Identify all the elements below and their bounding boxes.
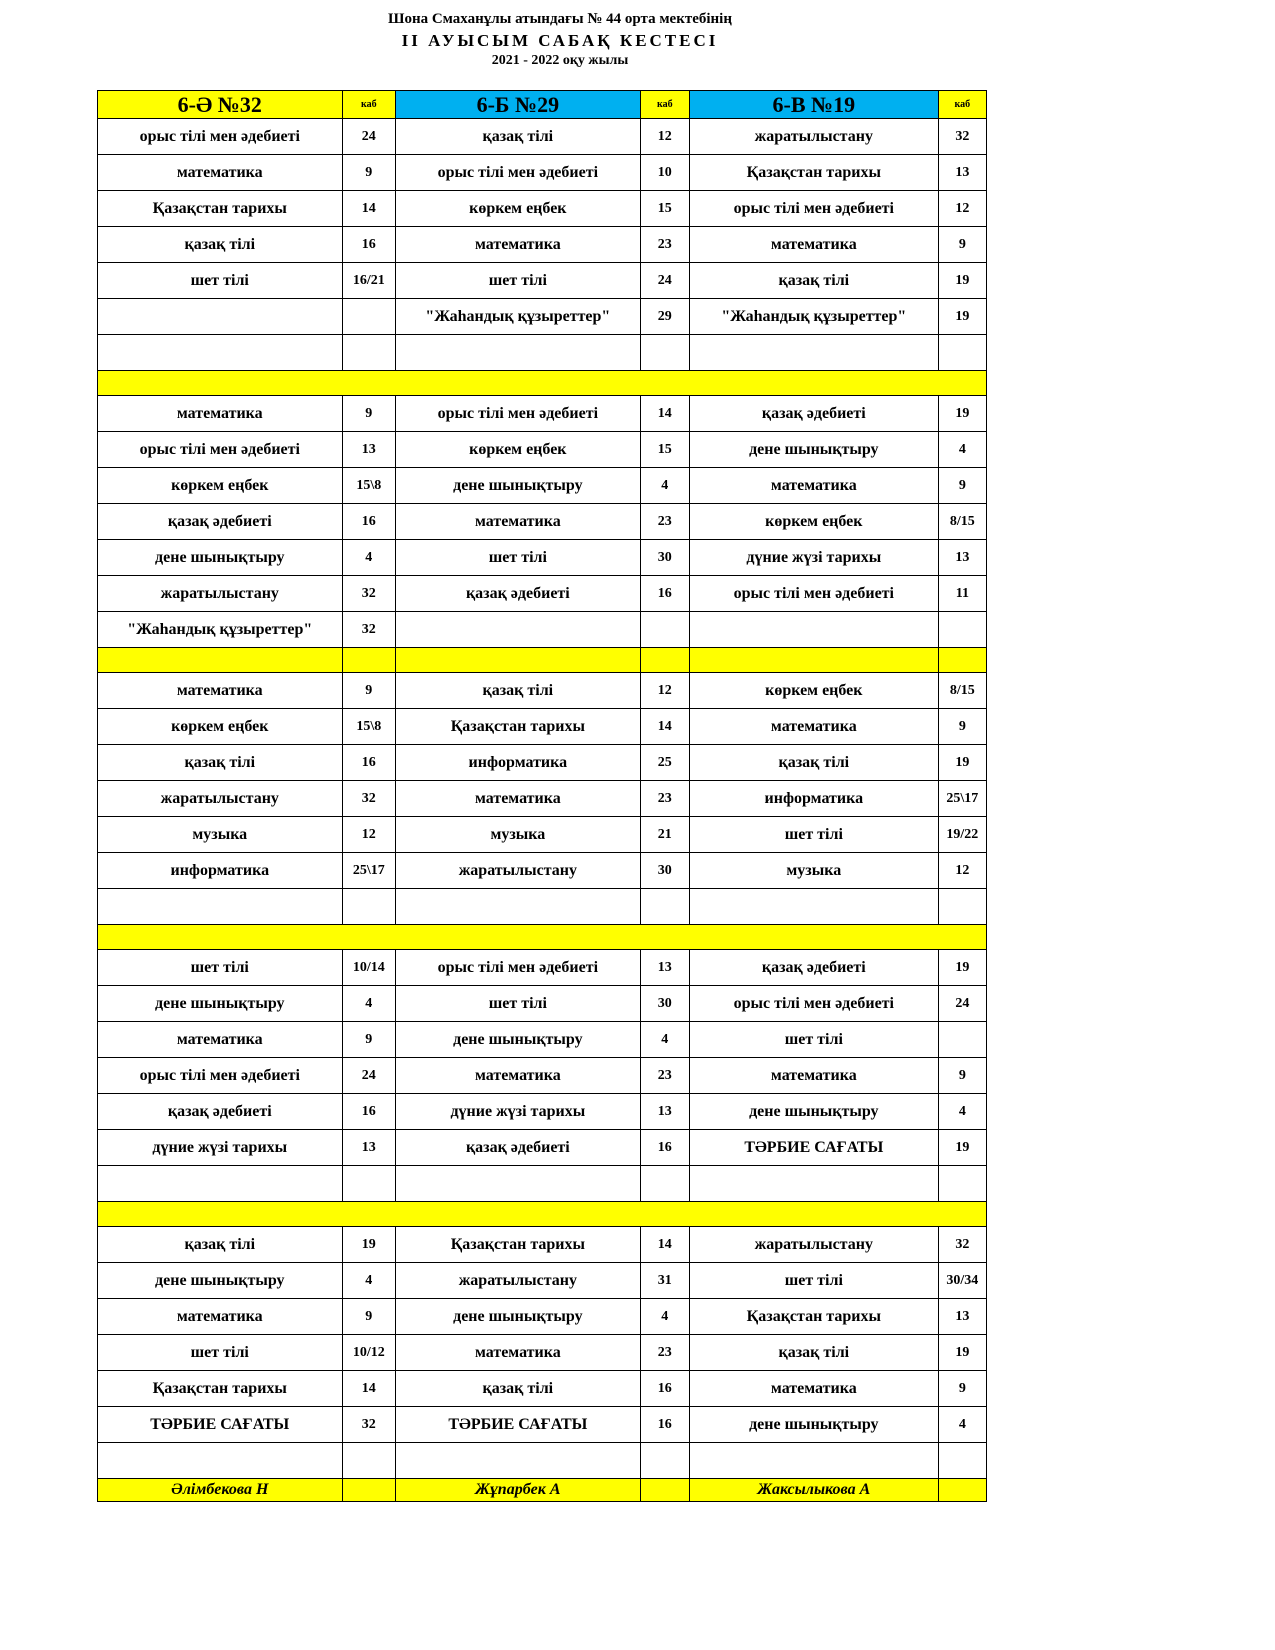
subject-cell: [689, 612, 938, 648]
room-cell: 32: [938, 119, 986, 155]
subject-cell: орыс тілі мен әдебиеті: [689, 191, 938, 227]
room-cell: 24: [938, 986, 986, 1022]
day-separator: [98, 925, 987, 950]
room-cell: 4: [342, 986, 396, 1022]
lesson-row: [98, 1407, 987, 1443]
separator-cell: [342, 648, 396, 673]
subject-cell: қазақ тілі: [396, 119, 641, 155]
room-cell: 19: [938, 299, 986, 335]
subject-cell: шет тілі: [396, 540, 641, 576]
room-cell: 14: [342, 191, 396, 227]
subject-cell: жаратылыстану: [396, 1263, 641, 1299]
school-name: Шона Смаханұлы атындағы № 44 орта мектебінің: [387, 11, 732, 27]
room-cell: 23: [640, 781, 689, 817]
subject-cell: шет тілі: [689, 817, 938, 853]
subject-cell: дене шынықтыру: [98, 540, 343, 576]
subject-cell: дүние жүзі тарихы: [98, 1130, 343, 1166]
subject-cell: қазақ тілі: [689, 263, 938, 299]
separator-cell: [98, 648, 343, 673]
lesson-row: [98, 1335, 987, 1371]
subject-cell: [396, 889, 641, 925]
room-cell: 12: [640, 673, 689, 709]
subject-cell: ТӘРБИЕ САҒАТЫ: [98, 1407, 343, 1443]
subject-cell: [98, 889, 343, 925]
subject-cell: математика: [98, 1299, 343, 1335]
room-cell: 31: [640, 1263, 689, 1299]
subject-cell: дене шынықтыру: [396, 1022, 641, 1058]
subject-cell: математика: [689, 1371, 938, 1407]
subject-cell: математика: [689, 709, 938, 745]
room-cell: 19/22: [938, 817, 986, 853]
room-cell: 13: [342, 1130, 396, 1166]
room-cell: 30: [640, 540, 689, 576]
room-cell: [342, 299, 396, 335]
room-cell: [640, 335, 689, 371]
room-cell: 8/15: [938, 504, 986, 540]
lesson-row: [98, 468, 987, 504]
room-cell: 4: [938, 432, 986, 468]
subject-cell: информатика: [98, 853, 343, 889]
subject-cell: жаратылыстану: [689, 1227, 938, 1263]
class-name: 6-В №19: [689, 91, 938, 119]
room-cell: 16: [342, 1094, 396, 1130]
subject-cell: математика: [98, 673, 343, 709]
subject-cell: [98, 1166, 343, 1202]
teacher-name: Жұпарбек А: [396, 1479, 641, 1502]
lesson-row: [98, 889, 987, 925]
subject-cell: көркем еңбек: [396, 191, 641, 227]
subject-cell: орыс тілі мен әдебиеті: [396, 396, 641, 432]
lesson-row: [98, 950, 987, 986]
teacher-room-cell: [938, 1479, 986, 1502]
room-cell: [938, 335, 986, 371]
room-cell: 4: [342, 540, 396, 576]
room-cell: 30: [640, 853, 689, 889]
lesson-row: [98, 709, 987, 745]
lesson-row: [98, 781, 987, 817]
lesson-row: [98, 299, 987, 335]
class-header-row: [98, 91, 987, 119]
room-cell: 13: [640, 1094, 689, 1130]
lesson-row: [98, 1166, 987, 1202]
teacher-room-cell: [640, 1479, 689, 1502]
subject-cell: шет тілі: [396, 263, 641, 299]
subject-cell: орыс тілі мен әдебиеті: [98, 432, 343, 468]
room-cell: 10/12: [342, 1335, 396, 1371]
subject-cell: музыка: [98, 817, 343, 853]
teacher-row: [98, 1479, 987, 1502]
subject-cell: [396, 612, 641, 648]
lesson-row: [98, 1371, 987, 1407]
room-cell: 32: [342, 612, 396, 648]
room-cell: 21: [640, 817, 689, 853]
room-cell: 24: [342, 119, 396, 155]
subject-cell: шет тілі: [689, 1263, 938, 1299]
subject-cell: Қазақстан тарихы: [98, 191, 343, 227]
subject-cell: Қазақстан тарихы: [98, 1371, 343, 1407]
subject-cell: қазақ тілі: [689, 1335, 938, 1371]
lesson-row: [98, 1094, 987, 1130]
subject-cell: орыс тілі мен әдебиеті: [396, 950, 641, 986]
day-separator: [98, 648, 987, 673]
subject-cell: орыс тілі мен әдебиеті: [689, 576, 938, 612]
subject-cell: көркем еңбек: [689, 504, 938, 540]
room-cell: [938, 1166, 986, 1202]
subject-cell: жаратылыстану: [396, 853, 641, 889]
lesson-row: [98, 432, 987, 468]
room-cell: 4: [640, 1299, 689, 1335]
room-cell: 12: [342, 817, 396, 853]
subject-cell: қазақ әдебиеті: [98, 504, 343, 540]
class-name: 6-Б №29: [396, 91, 641, 119]
lesson-row: [98, 817, 987, 853]
room-cell: 16: [640, 1371, 689, 1407]
room-cell: 19: [938, 263, 986, 299]
room-cell: 9: [342, 1022, 396, 1058]
separator-cell: [98, 1202, 987, 1227]
room-cell: [640, 1443, 689, 1479]
room-cell: 16: [342, 227, 396, 263]
subject-cell: математика: [98, 396, 343, 432]
room-cell: 9: [342, 673, 396, 709]
subject-cell: [689, 889, 938, 925]
room-cell: 16: [342, 745, 396, 781]
room-cell: 23: [640, 504, 689, 540]
subject-cell: дене шынықтыру: [396, 468, 641, 504]
subject-cell: [98, 335, 343, 371]
room-cell: 13: [938, 540, 986, 576]
room-cell: 13: [938, 1299, 986, 1335]
subject-cell: [689, 1443, 938, 1479]
room-cell: 11: [938, 576, 986, 612]
subject-cell: математика: [98, 1022, 343, 1058]
separator-cell: [938, 648, 986, 673]
lesson-row: [98, 1443, 987, 1479]
room-cell: 8/15: [938, 673, 986, 709]
subject-cell: орыс тілі мен әдебиеті: [98, 119, 343, 155]
room-cell: [938, 1443, 986, 1479]
lesson-row: [98, 986, 987, 1022]
subject-cell: математика: [396, 504, 641, 540]
room-cell: 23: [640, 1058, 689, 1094]
lesson-row: [98, 1227, 987, 1263]
room-cell: [938, 889, 986, 925]
subject-cell: "Жаһандық құзыреттер": [396, 299, 641, 335]
subject-cell: математика: [396, 1058, 641, 1094]
lesson-row: [98, 612, 987, 648]
separator-cell: [98, 925, 987, 950]
room-cell: 24: [640, 263, 689, 299]
room-cell: [938, 612, 986, 648]
room-cell: [342, 1166, 396, 1202]
subject-cell: математика: [689, 468, 938, 504]
lesson-row: [98, 227, 987, 263]
room-cell: 13: [640, 950, 689, 986]
subject-cell: Қазақстан тарихы: [396, 709, 641, 745]
lesson-row: [98, 504, 987, 540]
room-cell: 4: [938, 1407, 986, 1443]
subject-cell: [689, 1166, 938, 1202]
room-cell: 19: [938, 396, 986, 432]
subject-cell: орыс тілі мен әдебиеті: [396, 155, 641, 191]
subject-cell: қазақ әдебиеті: [396, 1130, 641, 1166]
room-cell: 9: [342, 155, 396, 191]
subject-cell: қазақ әдебиеті: [396, 576, 641, 612]
class-name: 6-Ә №32: [98, 91, 343, 119]
schedule-table: [97, 90, 987, 1502]
subject-cell: дене шынықтыру: [689, 1094, 938, 1130]
room-cell: 16: [342, 504, 396, 540]
room-cell: [640, 612, 689, 648]
room-cell: 10: [640, 155, 689, 191]
separator-cell: [689, 648, 938, 673]
subject-cell: Қазақстан тарихы: [396, 1227, 641, 1263]
room-cell: 32: [342, 576, 396, 612]
subject-cell: дене шынықтыру: [98, 1263, 343, 1299]
room-cell: 9: [938, 1371, 986, 1407]
room-cell: 4: [640, 1022, 689, 1058]
lesson-row: [98, 155, 987, 191]
room-cell: 19: [938, 1335, 986, 1371]
subject-cell: информатика: [689, 781, 938, 817]
subject-cell: қазақ әдебиеті: [689, 396, 938, 432]
room-cell: 9: [342, 396, 396, 432]
room-cell: [938, 1022, 986, 1058]
lesson-row: [98, 191, 987, 227]
subject-cell: математика: [689, 1058, 938, 1094]
subject-cell: шет тілі: [98, 950, 343, 986]
room-cell: 4: [640, 468, 689, 504]
room-label: каб: [938, 91, 986, 119]
subject-cell: Қазақстан тарихы: [689, 1299, 938, 1335]
room-cell: 14: [640, 709, 689, 745]
lesson-row: [98, 263, 987, 299]
room-cell: 23: [640, 227, 689, 263]
subject-cell: [689, 335, 938, 371]
subject-cell: [98, 299, 343, 335]
room-cell: 4: [342, 1263, 396, 1299]
day-separator: [98, 371, 987, 396]
room-cell: 19: [938, 950, 986, 986]
room-cell: 9: [938, 709, 986, 745]
separator-cell: [98, 371, 987, 396]
subject-cell: қазақ тілі: [689, 745, 938, 781]
room-cell: 9: [938, 227, 986, 263]
day-separator: [98, 1202, 987, 1227]
room-cell: 14: [640, 396, 689, 432]
subject-cell: көркем еңбек: [689, 673, 938, 709]
subject-cell: қазақ тілі: [396, 673, 641, 709]
room-cell: 14: [342, 1371, 396, 1407]
subject-cell: математика: [396, 781, 641, 817]
subject-cell: Қазақстан тарихы: [689, 155, 938, 191]
room-cell: 19: [342, 1227, 396, 1263]
room-cell: 19: [938, 745, 986, 781]
subject-cell: дене шынықтыру: [396, 1299, 641, 1335]
schedule-title: ІІ АУЫСЫМ САБАҚ КЕСТЕСІ: [401, 31, 719, 50]
room-cell: [342, 889, 396, 925]
subject-cell: [396, 1443, 641, 1479]
lesson-row: [98, 119, 987, 155]
subject-cell: дене шынықтыру: [98, 986, 343, 1022]
room-cell: 15: [640, 432, 689, 468]
room-cell: 19: [938, 1130, 986, 1166]
subject-cell: [396, 1166, 641, 1202]
room-cell: 30: [640, 986, 689, 1022]
room-cell: 9: [938, 468, 986, 504]
teacher-room-cell: [342, 1479, 396, 1502]
subject-cell: қазақ тілі: [98, 745, 343, 781]
room-cell: 25\17: [342, 853, 396, 889]
subject-cell: көркем еңбек: [396, 432, 641, 468]
school-year: 2021 - 2022 оқу жылы: [491, 53, 629, 68]
subject-cell: математика: [689, 227, 938, 263]
room-cell: 4: [938, 1094, 986, 1130]
subject-cell: [98, 1443, 343, 1479]
room-cell: 16: [640, 576, 689, 612]
subject-cell: орыс тілі мен әдебиеті: [98, 1058, 343, 1094]
room-cell: [342, 335, 396, 371]
room-cell: 15: [640, 191, 689, 227]
room-cell: 12: [938, 191, 986, 227]
lesson-row: [98, 1299, 987, 1335]
subject-cell: музыка: [396, 817, 641, 853]
subject-cell: дене шынықтыру: [689, 432, 938, 468]
subject-cell: көркем еңбек: [98, 709, 343, 745]
room-cell: 32: [342, 781, 396, 817]
subject-cell: қазақ тілі: [396, 1371, 641, 1407]
subject-cell: информатика: [396, 745, 641, 781]
subject-cell: орыс тілі мен әдебиеті: [689, 986, 938, 1022]
room-cell: 15\8: [342, 468, 396, 504]
room-cell: 23: [640, 1335, 689, 1371]
subject-cell: жаратылыстану: [98, 781, 343, 817]
lesson-row: [98, 745, 987, 781]
subject-cell: шет тілі: [689, 1022, 938, 1058]
room-cell: 16/21: [342, 263, 396, 299]
room-cell: 16: [640, 1407, 689, 1443]
room-cell: 16: [640, 1130, 689, 1166]
subject-cell: ТӘРБИЕ САҒАТЫ: [689, 1130, 938, 1166]
subject-cell: қазақ әдебиеті: [98, 1094, 343, 1130]
lesson-row: [98, 853, 987, 889]
room-label: каб: [342, 91, 396, 119]
teacher-name: Жаксылыкова А: [689, 1479, 938, 1502]
subject-cell: ТӘРБИЕ САҒАТЫ: [396, 1407, 641, 1443]
room-cell: 13: [342, 432, 396, 468]
subject-cell: шет тілі: [396, 986, 641, 1022]
subject-cell: дүние жүзі тарихы: [689, 540, 938, 576]
lesson-row: [98, 1058, 987, 1094]
subject-cell: қазақ әдебиеті: [689, 950, 938, 986]
subject-cell: [396, 335, 641, 371]
room-cell: 13: [938, 155, 986, 191]
room-cell: 32: [938, 1227, 986, 1263]
room-cell: [342, 1443, 396, 1479]
subject-cell: жаратылыстану: [98, 576, 343, 612]
room-cell: 14: [640, 1227, 689, 1263]
lesson-row: [98, 1263, 987, 1299]
lesson-row: [98, 540, 987, 576]
room-label: каб: [640, 91, 689, 119]
lesson-row: [98, 1022, 987, 1058]
room-cell: [640, 1166, 689, 1202]
room-cell: 9: [342, 1299, 396, 1335]
room-cell: 12: [640, 119, 689, 155]
subject-cell: шет тілі: [98, 263, 343, 299]
room-cell: 10/14: [342, 950, 396, 986]
subject-cell: қазақ тілі: [98, 227, 343, 263]
lesson-row: [98, 335, 987, 371]
lesson-row: [98, 576, 987, 612]
room-cell: 25\17: [938, 781, 986, 817]
separator-cell: [396, 648, 641, 673]
subject-cell: математика: [98, 155, 343, 191]
subject-cell: дене шынықтыру: [689, 1407, 938, 1443]
room-cell: [640, 889, 689, 925]
lesson-row: [98, 396, 987, 432]
teacher-name: Әлімбекова Н: [98, 1479, 343, 1502]
subject-cell: "Жаһандық құзыреттер": [689, 299, 938, 335]
lesson-row: [98, 673, 987, 709]
room-cell: 24: [342, 1058, 396, 1094]
subject-cell: қазақ тілі: [98, 1227, 343, 1263]
subject-cell: "Жаһандық құзыреттер": [98, 612, 343, 648]
room-cell: 25: [640, 745, 689, 781]
room-cell: 15\8: [342, 709, 396, 745]
room-cell: 9: [938, 1058, 986, 1094]
subject-cell: математика: [396, 227, 641, 263]
subject-cell: шет тілі: [98, 1335, 343, 1371]
lesson-row: [98, 1130, 987, 1166]
subject-cell: көркем еңбек: [98, 468, 343, 504]
subject-cell: математика: [396, 1335, 641, 1371]
subject-cell: музыка: [689, 853, 938, 889]
room-cell: 30/34: [938, 1263, 986, 1299]
room-cell: 12: [938, 853, 986, 889]
subject-cell: дүние жүзі тарихы: [396, 1094, 641, 1130]
subject-cell: жаратылыстану: [689, 119, 938, 155]
separator-cell: [640, 648, 689, 673]
room-cell: 32: [342, 1407, 396, 1443]
room-cell: 29: [640, 299, 689, 335]
